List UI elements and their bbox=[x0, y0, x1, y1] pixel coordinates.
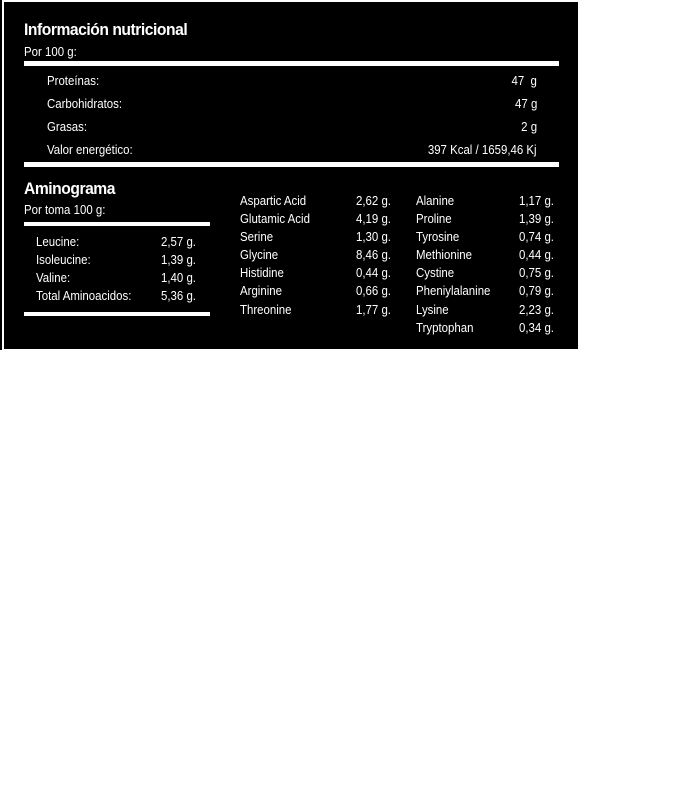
nutrition-panel bbox=[4, 2, 578, 349]
nutrition-label: Proteínas: bbox=[47, 73, 100, 88]
nutrition-value: 47 g bbox=[514, 96, 537, 111]
amino-label: Lysine bbox=[416, 302, 449, 317]
amino-value: 0,44 g. bbox=[356, 265, 391, 280]
amino-label: Pheniylalanine bbox=[416, 283, 491, 298]
amino-row bbox=[240, 211, 400, 229]
amino-value: 1,17 g. bbox=[519, 193, 554, 208]
nutrition-row-proteins bbox=[47, 73, 537, 91]
amino-value: 0,75 g. bbox=[519, 265, 554, 280]
amino-label: Arginine bbox=[240, 283, 282, 298]
amino-label: Tryptophan bbox=[416, 320, 474, 335]
amino-value: 0,74 g. bbox=[519, 229, 554, 244]
nutrition-row-fats bbox=[47, 119, 537, 137]
amino-value: 0,79 g. bbox=[519, 283, 554, 298]
amino-value: 2,23 g. bbox=[519, 302, 554, 317]
amino-label: Tyrosine bbox=[416, 229, 460, 244]
nutrition-label: Carbohidratos: bbox=[47, 96, 123, 111]
amino-value: 4,19 g. bbox=[356, 211, 391, 226]
bcaa-label: Valine: bbox=[36, 270, 71, 285]
bcaa-label: Leucine: bbox=[36, 234, 80, 249]
amino-row bbox=[240, 229, 400, 247]
nutrition-label: Grasas: bbox=[47, 119, 88, 134]
aminogram-title: Aminograma bbox=[24, 179, 116, 198]
amino-label: Serine bbox=[240, 229, 274, 244]
nutrition-value: 397 Kcal / 1659,46 Kj bbox=[428, 142, 537, 157]
nutrition-value: 47 g bbox=[511, 73, 537, 88]
amino-label: Glutamic Acid bbox=[240, 211, 310, 226]
amino-label: Methionine bbox=[416, 247, 472, 262]
bcaa-row bbox=[36, 252, 206, 270]
amino-row bbox=[240, 193, 400, 211]
bcaa-value: 2,57 g. bbox=[161, 234, 196, 249]
bcaa-row bbox=[36, 234, 206, 252]
amino-value: 1,77 g. bbox=[356, 302, 391, 317]
amino-row bbox=[416, 265, 566, 283]
amino-label: Threonine bbox=[240, 302, 292, 317]
amino-label: Glycine bbox=[240, 247, 279, 262]
amino-row bbox=[416, 247, 566, 265]
amino-row bbox=[240, 302, 400, 320]
bcaa-bottom-divider bbox=[24, 312, 210, 316]
amino-value: 0,66 g. bbox=[356, 283, 391, 298]
amino-label: Alanine bbox=[416, 193, 455, 208]
amino-value: 2,62 g. bbox=[356, 193, 391, 208]
bcaa-row bbox=[36, 288, 206, 306]
amino-row bbox=[416, 283, 566, 301]
amino-row bbox=[416, 211, 566, 229]
bcaa-row bbox=[36, 270, 206, 288]
amino-label: Proline bbox=[416, 211, 452, 226]
aminogram-subtitle: Por toma 100 g: bbox=[24, 202, 106, 217]
amino-value: 8,46 g. bbox=[356, 247, 391, 262]
amino-row bbox=[240, 247, 400, 265]
amino-row bbox=[416, 193, 566, 211]
amino-value: 1,30 g. bbox=[356, 229, 391, 244]
amino-row bbox=[416, 320, 566, 338]
bcaa-label: Total Aminoacidos: bbox=[36, 288, 132, 303]
amino-value: 0,44 g. bbox=[519, 247, 554, 262]
middle-divider bbox=[24, 162, 559, 167]
amino-row bbox=[240, 265, 400, 283]
bcaa-top-divider bbox=[24, 222, 210, 226]
nutrition-row-energy bbox=[47, 142, 537, 160]
amino-label: Histidine bbox=[240, 265, 284, 280]
top-divider bbox=[24, 61, 559, 66]
bcaa-value: 1,39 g. bbox=[161, 252, 196, 267]
nutrition-row-carbs bbox=[47, 96, 537, 114]
nutrition-label: Valor energético: bbox=[47, 142, 133, 157]
panel-title: Información nutricional bbox=[24, 20, 188, 39]
amino-row bbox=[416, 229, 566, 247]
bcaa-label: Isoleucine: bbox=[36, 252, 91, 267]
left-border bbox=[0, 0, 2, 350]
nutrition-value: 2 g bbox=[521, 119, 537, 134]
bcaa-value: 5,36 g. bbox=[161, 288, 196, 303]
amino-value: 0,34 g. bbox=[519, 320, 554, 335]
amino-row bbox=[240, 283, 400, 301]
amino-label: Aspartic Acid bbox=[240, 193, 307, 208]
amino-label: Cystine bbox=[416, 265, 455, 280]
amino-value: 1,39 g. bbox=[519, 211, 554, 226]
amino-row bbox=[416, 302, 566, 320]
bcaa-value: 1,40 g. bbox=[161, 270, 196, 285]
panel-subtitle: Por 100 g: bbox=[24, 44, 77, 59]
